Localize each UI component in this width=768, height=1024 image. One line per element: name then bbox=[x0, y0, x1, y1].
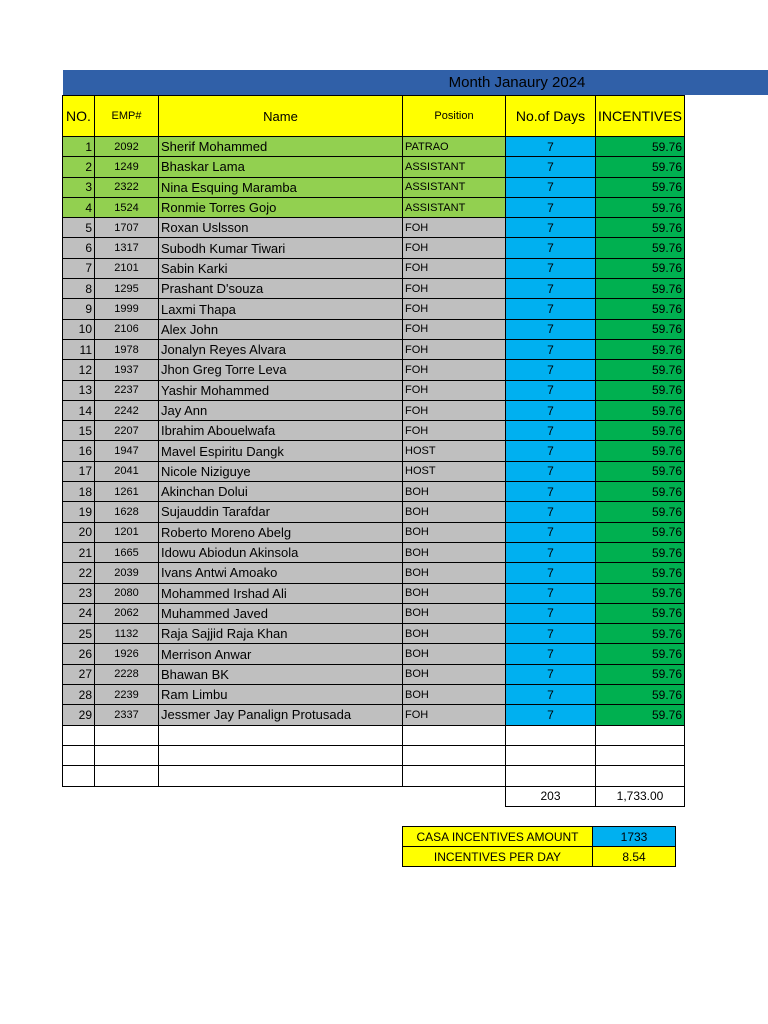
cell-position[interactable]: BOH bbox=[403, 583, 506, 603]
header-emp[interactable]: EMP# bbox=[95, 96, 159, 137]
cell-days[interactable]: 7 bbox=[506, 400, 596, 420]
cell-no[interactable]: 17 bbox=[63, 461, 95, 481]
table-row bbox=[63, 380, 685, 400]
cell-name[interactable]: Yashir Mohammed bbox=[159, 380, 403, 400]
cell-days[interactable]: 7 bbox=[506, 441, 596, 461]
cell-no[interactable]: 19 bbox=[63, 502, 95, 522]
cell-no[interactable]: 4 bbox=[63, 197, 95, 217]
table-row bbox=[63, 522, 685, 542]
cell-no[interactable]: 20 bbox=[63, 522, 95, 542]
cell-name[interactable]: Bhawan BK bbox=[159, 664, 403, 684]
cell-days[interactable]: 7 bbox=[506, 685, 596, 705]
cell-incentives[interactable]: 59.76 bbox=[596, 218, 685, 238]
cell-emp[interactable]: 2228 bbox=[95, 664, 159, 684]
cell-name[interactable]: Bhaskar Lama bbox=[159, 157, 403, 177]
cell-position[interactable]: BOH bbox=[403, 644, 506, 664]
empty-cell[interactable] bbox=[95, 766, 159, 786]
cell-days[interactable]: 7 bbox=[506, 238, 596, 258]
cell-name[interactable]: Muhammed Javed bbox=[159, 603, 403, 623]
cell-emp[interactable]: 1317 bbox=[95, 238, 159, 258]
cell-days[interactable]: 7 bbox=[506, 137, 596, 157]
cell-name[interactable]: Laxmi Thapa bbox=[159, 299, 403, 319]
cell-emp[interactable]: 1295 bbox=[95, 279, 159, 299]
cell-days[interactable]: 7 bbox=[506, 624, 596, 644]
empty-cell[interactable] bbox=[403, 766, 506, 786]
totals-spacer bbox=[159, 786, 403, 806]
cell-incentives[interactable]: 59.76 bbox=[596, 583, 685, 603]
cell-position[interactable]: FOH bbox=[403, 339, 506, 359]
header-position[interactable]: Position bbox=[403, 96, 506, 137]
cell-days[interactable]: 7 bbox=[506, 522, 596, 542]
cell-position[interactable]: FOH bbox=[403, 421, 506, 441]
empty-cell[interactable] bbox=[596, 766, 685, 786]
cell-incentives[interactable]: 59.76 bbox=[596, 319, 685, 339]
cell-days[interactable]: 7 bbox=[506, 339, 596, 359]
summary-value-amount[interactable]: 1733 bbox=[593, 827, 676, 847]
cell-emp[interactable]: 2106 bbox=[95, 319, 159, 339]
cell-position[interactable]: FOH bbox=[403, 238, 506, 258]
cell-emp[interactable]: 1665 bbox=[95, 542, 159, 562]
table-row bbox=[63, 258, 685, 278]
empty-cell[interactable] bbox=[506, 725, 596, 745]
totals-spacer bbox=[63, 786, 95, 806]
empty-cell[interactable] bbox=[95, 745, 159, 765]
cell-name[interactable]: Roberto Moreno Abelg bbox=[159, 522, 403, 542]
table-row bbox=[63, 339, 685, 359]
cell-days[interactable]: 7 bbox=[506, 157, 596, 177]
cell-name[interactable]: Raja Sajjid Raja Khan bbox=[159, 624, 403, 644]
cell-days[interactable]: 7 bbox=[506, 421, 596, 441]
cell-no[interactable]: 25 bbox=[63, 624, 95, 644]
summary-label-per-day[interactable]: INCENTIVES PER DAY bbox=[403, 847, 593, 867]
cell-no[interactable]: 3 bbox=[63, 177, 95, 197]
cell-emp[interactable]: 1261 bbox=[95, 482, 159, 502]
cell-no[interactable]: 29 bbox=[63, 705, 95, 725]
cell-incentives[interactable]: 59.76 bbox=[596, 400, 685, 420]
cell-position[interactable]: BOH bbox=[403, 502, 506, 522]
cell-incentives[interactable]: 59.76 bbox=[596, 421, 685, 441]
cell-days[interactable]: 7 bbox=[506, 360, 596, 380]
cell-position[interactable]: HOST bbox=[403, 461, 506, 481]
summary-table bbox=[402, 826, 676, 867]
cell-days[interactable]: 7 bbox=[506, 461, 596, 481]
cell-name[interactable]: Mavel Espiritu Dangk bbox=[159, 441, 403, 461]
empty-cell[interactable] bbox=[63, 745, 95, 765]
cell-position[interactable]: BOH bbox=[403, 664, 506, 684]
cell-incentives[interactable]: 59.76 bbox=[596, 299, 685, 319]
table-row bbox=[63, 685, 685, 705]
cell-days[interactable]: 7 bbox=[506, 380, 596, 400]
cell-no[interactable]: 12 bbox=[63, 360, 95, 380]
cell-emp[interactable]: 1628 bbox=[95, 502, 159, 522]
cell-days[interactable]: 7 bbox=[506, 177, 596, 197]
cell-days[interactable]: 7 bbox=[506, 644, 596, 664]
table-row bbox=[63, 400, 685, 420]
cell-position[interactable]: FOH bbox=[403, 299, 506, 319]
cell-incentives[interactable]: 59.76 bbox=[596, 177, 685, 197]
table-row bbox=[63, 482, 685, 502]
empty-cell[interactable] bbox=[159, 725, 403, 745]
table-row bbox=[63, 664, 685, 684]
table-row bbox=[63, 238, 685, 258]
table-row bbox=[63, 279, 685, 299]
cell-incentives[interactable]: 59.76 bbox=[596, 258, 685, 278]
cell-name[interactable]: Idowu Abiodun Akinsola bbox=[159, 542, 403, 562]
cell-days[interactable]: 7 bbox=[506, 319, 596, 339]
empty-cell[interactable] bbox=[95, 725, 159, 745]
cell-name[interactable]: Akinchan Dolui bbox=[159, 482, 403, 502]
cell-emp[interactable]: 1937 bbox=[95, 360, 159, 380]
cell-name[interactable]: Jhon Greg Torre Leva bbox=[159, 360, 403, 380]
cell-name[interactable]: Jay Ann bbox=[159, 400, 403, 420]
header-name[interactable]: Name bbox=[159, 96, 403, 137]
cell-no[interactable]: 16 bbox=[63, 441, 95, 461]
cell-name[interactable]: Ivans Antwi Amoako bbox=[159, 563, 403, 583]
cell-position[interactable]: FOH bbox=[403, 218, 506, 238]
cell-position[interactable]: ASSISTANT bbox=[403, 197, 506, 217]
table-row bbox=[63, 137, 685, 157]
header-row bbox=[63, 96, 685, 137]
incentives-table bbox=[62, 95, 685, 807]
table-row bbox=[63, 157, 685, 177]
empty-cell[interactable] bbox=[159, 766, 403, 786]
cell-name[interactable]: Ram Limbu bbox=[159, 685, 403, 705]
cell-no[interactable]: 22 bbox=[63, 563, 95, 583]
cell-incentives[interactable]: 59.76 bbox=[596, 502, 685, 522]
cell-position[interactable]: PATRAO bbox=[403, 137, 506, 157]
cell-no[interactable]: 6 bbox=[63, 238, 95, 258]
cell-position[interactable]: BOH bbox=[403, 685, 506, 705]
table-row bbox=[63, 644, 685, 664]
cell-name[interactable]: Ronmie Torres Gojo bbox=[159, 197, 403, 217]
cell-no[interactable]: 14 bbox=[63, 400, 95, 420]
cell-incentives[interactable]: 59.76 bbox=[596, 197, 685, 217]
cell-emp[interactable]: 1249 bbox=[95, 157, 159, 177]
cell-position[interactable]: FOH bbox=[403, 705, 506, 725]
cell-no[interactable]: 24 bbox=[63, 603, 95, 623]
summary-row bbox=[403, 847, 676, 867]
cell-name[interactable]: Merrison Anwar bbox=[159, 644, 403, 664]
cell-incentives[interactable]: 59.76 bbox=[596, 644, 685, 664]
cell-emp[interactable]: 2242 bbox=[95, 400, 159, 420]
cell-emp[interactable]: 2101 bbox=[95, 258, 159, 278]
empty-cell[interactable] bbox=[63, 766, 95, 786]
cell-incentives[interactable]: 59.76 bbox=[596, 664, 685, 684]
cell-days[interactable]: 7 bbox=[506, 542, 596, 562]
cell-incentives[interactable]: 59.76 bbox=[596, 339, 685, 359]
totals-spacer bbox=[403, 786, 506, 806]
table-row bbox=[63, 299, 685, 319]
cell-emp[interactable]: 1524 bbox=[95, 197, 159, 217]
header-days[interactable]: No.of Days bbox=[506, 96, 596, 137]
cell-incentives[interactable]: 59.76 bbox=[596, 705, 685, 725]
cell-emp[interactable]: 2080 bbox=[95, 583, 159, 603]
empty-cell[interactable] bbox=[596, 745, 685, 765]
cell-days[interactable]: 7 bbox=[506, 705, 596, 725]
cell-no[interactable]: 8 bbox=[63, 279, 95, 299]
empty-cell[interactable] bbox=[403, 745, 506, 765]
cell-no[interactable]: 23 bbox=[63, 583, 95, 603]
table-row bbox=[63, 705, 685, 725]
cell-position[interactable]: FOH bbox=[403, 319, 506, 339]
cell-incentives[interactable]: 59.76 bbox=[596, 603, 685, 623]
summary-label-amount[interactable]: CASA INCENTIVES AMOUNT bbox=[403, 827, 593, 847]
cell-position[interactable]: ASSISTANT bbox=[403, 177, 506, 197]
cell-no[interactable]: 7 bbox=[63, 258, 95, 278]
cell-emp[interactable]: 2041 bbox=[95, 461, 159, 481]
cell-name[interactable]: Subodh Kumar Tiwari bbox=[159, 238, 403, 258]
cell-incentives[interactable]: 59.76 bbox=[596, 279, 685, 299]
cell-name[interactable]: Jessmer Jay Panalign Protusada bbox=[159, 705, 403, 725]
empty-row bbox=[63, 766, 685, 786]
cell-position[interactable]: BOH bbox=[403, 624, 506, 644]
cell-emp[interactable]: 1999 bbox=[95, 299, 159, 319]
cell-name[interactable]: Nicole Niziguye bbox=[159, 461, 403, 481]
cell-emp[interactable]: 1132 bbox=[95, 624, 159, 644]
cell-position[interactable]: FOH bbox=[403, 380, 506, 400]
cell-name[interactable]: Sujauddin Tarafdar bbox=[159, 502, 403, 522]
cell-position[interactable]: FOH bbox=[403, 400, 506, 420]
summary-value-per-day[interactable]: 8.54 bbox=[593, 847, 676, 867]
cell-no[interactable]: 5 bbox=[63, 218, 95, 238]
cell-no[interactable]: 10 bbox=[63, 319, 95, 339]
cell-position[interactable]: BOH bbox=[403, 482, 506, 502]
cell-incentives[interactable]: 59.76 bbox=[596, 563, 685, 583]
cell-days[interactable]: 7 bbox=[506, 299, 596, 319]
cell-position[interactable]: BOH bbox=[403, 563, 506, 583]
table-row bbox=[63, 441, 685, 461]
cell-incentives[interactable]: 59.76 bbox=[596, 542, 685, 562]
cell-emp[interactable]: 2337 bbox=[95, 705, 159, 725]
cell-days[interactable]: 7 bbox=[506, 482, 596, 502]
cell-emp[interactable]: 2039 bbox=[95, 563, 159, 583]
cell-days[interactable]: 7 bbox=[506, 664, 596, 684]
table-row bbox=[63, 218, 685, 238]
cell-incentives[interactable]: 59.76 bbox=[596, 137, 685, 157]
cell-position[interactable]: FOH bbox=[403, 360, 506, 380]
table-row bbox=[63, 319, 685, 339]
cell-name[interactable]: Mohammed Irshad Ali bbox=[159, 583, 403, 603]
cell-position[interactable]: BOH bbox=[403, 603, 506, 623]
cell-name[interactable]: Prashant D'souza bbox=[159, 279, 403, 299]
cell-position[interactable]: ASSISTANT bbox=[403, 157, 506, 177]
cell-emp[interactable]: 1978 bbox=[95, 339, 159, 359]
cell-emp[interactable]: 1201 bbox=[95, 522, 159, 542]
cell-position[interactable]: BOH bbox=[403, 522, 506, 542]
cell-emp[interactable]: 1947 bbox=[95, 441, 159, 461]
cell-no[interactable]: 28 bbox=[63, 685, 95, 705]
cell-emp[interactable]: 1926 bbox=[95, 644, 159, 664]
cell-no[interactable]: 27 bbox=[63, 664, 95, 684]
table-row bbox=[63, 603, 685, 623]
cell-name[interactable]: Sherif Mohammed bbox=[159, 137, 403, 157]
cell-name[interactable]: Roxan Uslsson bbox=[159, 218, 403, 238]
empty-cell[interactable] bbox=[506, 745, 596, 765]
cell-days[interactable]: 7 bbox=[506, 197, 596, 217]
cell-incentives[interactable]: 59.76 bbox=[596, 624, 685, 644]
cell-position[interactable]: BOH bbox=[403, 542, 506, 562]
cell-no[interactable]: 26 bbox=[63, 644, 95, 664]
cell-incentives[interactable]: 59.76 bbox=[596, 482, 685, 502]
cell-position[interactable]: HOST bbox=[403, 441, 506, 461]
table-row bbox=[63, 583, 685, 603]
empty-row bbox=[63, 725, 685, 745]
cell-name[interactable]: Alex John bbox=[159, 319, 403, 339]
empty-cell[interactable] bbox=[596, 725, 685, 745]
cell-incentives[interactable]: 59.76 bbox=[596, 685, 685, 705]
table-row bbox=[63, 360, 685, 380]
table-row bbox=[63, 502, 685, 522]
cell-emp[interactable]: 2207 bbox=[95, 421, 159, 441]
cell-position[interactable]: FOH bbox=[403, 258, 506, 278]
cell-emp[interactable]: 2237 bbox=[95, 380, 159, 400]
cell-days[interactable]: 7 bbox=[506, 502, 596, 522]
cell-days[interactable]: 7 bbox=[506, 583, 596, 603]
cell-no[interactable]: 21 bbox=[63, 542, 95, 562]
cell-emp[interactable]: 2239 bbox=[95, 685, 159, 705]
empty-cell[interactable] bbox=[159, 745, 403, 765]
cell-incentives[interactable]: 59.76 bbox=[596, 360, 685, 380]
cell-incentives[interactable]: 59.76 bbox=[596, 441, 685, 461]
cell-name[interactable]: Ibrahim Abouelwafa bbox=[159, 421, 403, 441]
sheet-title: Month Janaury 2024 bbox=[448, 74, 586, 91]
cell-incentives[interactable]: 59.76 bbox=[596, 461, 685, 481]
totals-row bbox=[63, 786, 685, 806]
total-days[interactable]: 203 bbox=[506, 786, 596, 806]
total-incentives[interactable]: 1,733.00 bbox=[596, 786, 685, 806]
table-row bbox=[63, 197, 685, 217]
cell-name[interactable]: Jonalyn Reyes Alvara bbox=[159, 339, 403, 359]
cell-emp[interactable]: 2322 bbox=[95, 177, 159, 197]
table-row bbox=[63, 563, 685, 583]
table-row bbox=[63, 542, 685, 562]
cell-no[interactable]: 1 bbox=[63, 137, 95, 157]
cell-emp[interactable]: 2062 bbox=[95, 603, 159, 623]
cell-no[interactable]: 13 bbox=[63, 380, 95, 400]
cell-no[interactable]: 15 bbox=[63, 421, 95, 441]
totals-spacer bbox=[95, 786, 159, 806]
cell-emp[interactable]: 1707 bbox=[95, 218, 159, 238]
empty-cell[interactable] bbox=[403, 725, 506, 745]
table-row bbox=[63, 461, 685, 481]
cell-days[interactable]: 7 bbox=[506, 218, 596, 238]
empty-cell[interactable] bbox=[506, 766, 596, 786]
cell-days[interactable]: 7 bbox=[506, 279, 596, 299]
empty-cell[interactable] bbox=[63, 725, 95, 745]
cell-emp[interactable]: 2092 bbox=[95, 137, 159, 157]
cell-no[interactable]: 18 bbox=[63, 482, 95, 502]
table-row bbox=[63, 177, 685, 197]
cell-no[interactable]: 11 bbox=[63, 339, 95, 359]
cell-incentives[interactable]: 59.76 bbox=[596, 238, 685, 258]
cell-days[interactable]: 7 bbox=[506, 603, 596, 623]
cell-no[interactable]: 9 bbox=[63, 299, 95, 319]
table-row bbox=[63, 624, 685, 644]
cell-incentives[interactable]: 59.76 bbox=[596, 157, 685, 177]
cell-incentives[interactable]: 59.76 bbox=[596, 380, 685, 400]
header-no[interactable]: NO. bbox=[63, 96, 95, 137]
summary-row bbox=[403, 827, 676, 847]
header-incentives[interactable]: INCENTIVES bbox=[596, 96, 685, 137]
cell-days[interactable]: 7 bbox=[506, 563, 596, 583]
cell-incentives[interactable]: 59.76 bbox=[596, 522, 685, 542]
table-row bbox=[63, 421, 685, 441]
cell-name[interactable]: Sabin Karki bbox=[159, 258, 403, 278]
cell-no[interactable]: 2 bbox=[63, 157, 95, 177]
cell-days[interactable]: 7 bbox=[506, 258, 596, 278]
cell-name[interactable]: Nina Esquing Maramba bbox=[159, 177, 403, 197]
cell-position[interactable]: FOH bbox=[403, 279, 506, 299]
empty-row bbox=[63, 745, 685, 765]
